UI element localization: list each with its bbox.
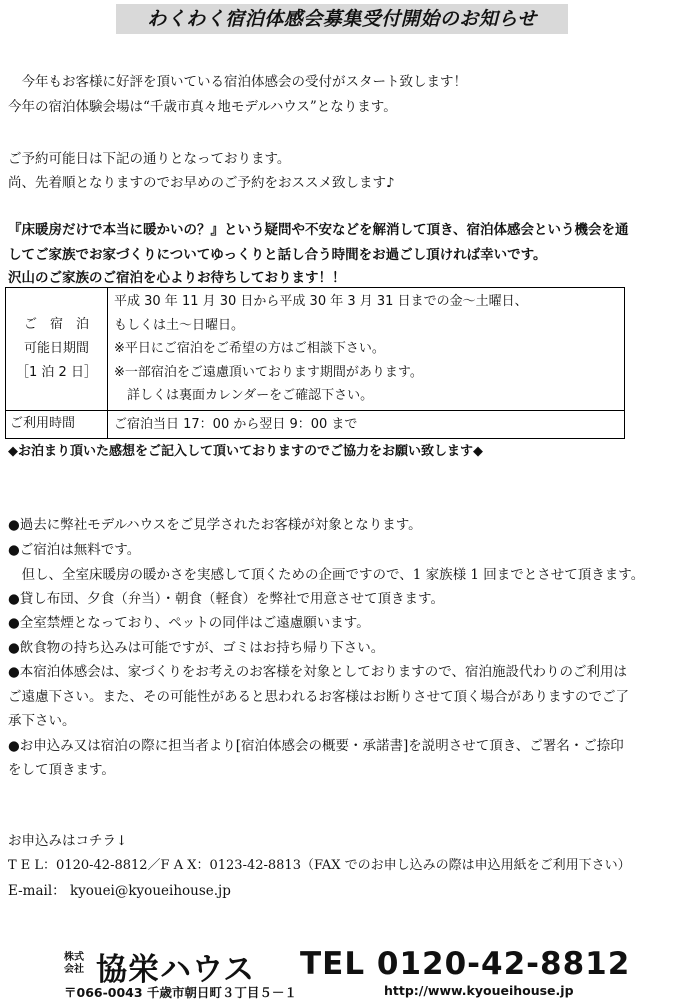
company-name: 協栄ハウス (96, 952, 256, 988)
condition-item: ●全室禁煙となっており、ペットの同伴はご遠慮願います。 (8, 615, 370, 631)
intro-line-5: 『床暖房だけで本当に暖かいの？』という疑問や不安などを解消して頂き、宿泊体感会という機会を通 (8, 222, 629, 238)
condition-item: ●本宿泊体感会は、家づくりをお考えのお客様を対象としておりますので、宿泊施設代わりのご利用は (8, 664, 628, 680)
corp-label-line: 会社 (64, 964, 84, 975)
condition-item: をして頂きます。 (8, 762, 115, 778)
intro-line-1: 今年もお客様に好評を頂いている宿泊体感会の受付がスタート致します！ (8, 74, 467, 90)
period-content-line: 平成 30 年 11 月 30 日から平成 30 年 3 月 31 日までの金～土曜日、 (114, 294, 528, 309)
condition-item: ●過去に弊社モデルハウスをご見学されたお客様が対象となります。 (8, 517, 422, 533)
contact-heading: お申込みはコチラ↓ (8, 833, 128, 849)
contact-tel-fax: T E L：0120-42-8812／F A X：0123-42-8813（FAX でのお申し込みの際は申込用紙をご利用下さい） (8, 858, 631, 873)
intro-line-6: してご家族でお家づくりについてゆっくりと話し合う時間をお過ごし頂ければ幸いです。 (8, 247, 547, 263)
period-label-line: ご 宿 泊 (23, 316, 89, 332)
corp-label-line: 株式 (64, 952, 84, 963)
reservation-table (5, 287, 625, 439)
condition-item: ●ご宿泊は無料です。 (8, 542, 141, 558)
intro-line-4: 尚、先着順となりますのでお早めのご予約をおススメ致します♪ (8, 175, 395, 191)
period-content-line: ※平日にご宿泊をご希望の方はご相談下さい。 (114, 341, 385, 356)
hours-label: ご利用時間 (6, 410, 108, 439)
period-content (108, 288, 625, 411)
condition-item: ご遠慮下さい。また、その可能性があると思われるお客様はお断りさせて頂く場合がありますのでご了 (8, 689, 629, 705)
contact-email: E-mail： kyouei@kyoueihouse.jp (8, 883, 231, 899)
period-label-line: 可能日期間 (23, 340, 89, 356)
period-content-line: ※一部宿泊をご遠慮頂いております期間があります。 (114, 364, 423, 380)
table-row-hours (6, 410, 625, 439)
period-label (6, 288, 108, 411)
corp-label (64, 952, 84, 976)
company-address: 〒066-0043 千歳市朝日町３丁目５－１ (64, 985, 297, 1000)
period-label-line: ［1 泊 2 日］ (16, 364, 97, 380)
period-content-line: もしくは土～日曜日。 (114, 317, 245, 333)
condition-item: ●貸し布団、夕食（弁当）・朝食（軽食）を弊社で用意させて頂きます。 (8, 591, 444, 607)
intro-line-3: ご予約可能日は下記の通りとなっております。 (8, 151, 291, 167)
period-content-line: 詳しくは裏面カレンダーをご確認下さい。 (114, 388, 374, 403)
condition-item: ●飲食物の持ち込みは可能ですが、ゴミはお持ち帰り下さい。 (8, 640, 385, 656)
condition-item: 但し、全室床暖房の暖かさを実感して頂くための企画ですので、1 家族様 1 回までとさせて頂きます。 (8, 567, 645, 583)
hours-content: ご宿泊当日 17：00 から翌日 9：00 まで (108, 410, 625, 439)
condition-item: ●お申込み又は宿泊の際に担当者より[宿泊体感会の概要・承諾書]を説明させて頂き、ご署名・ご捺印 (8, 738, 624, 754)
page-title: わくわく宿泊体感会募集受付開始のお知らせ (116, 4, 568, 34)
table-row-period (6, 288, 625, 411)
company-tel: TEL 0120-42-8812 (300, 946, 631, 982)
intro-line-2: 今年の宿泊体験会場は“千歳市真々地モデルハウス”となります。 (8, 99, 397, 115)
condition-item: 承下さい。 (8, 713, 76, 729)
feedback-note: ◆お泊まり頂いた感想をご記入して頂いておりますのでご協力をお願い致します◆ (8, 444, 483, 459)
company-url[interactable]: http://www.kyoueihouse.jp (384, 983, 574, 998)
intro-line-7: 沢山のご家族のご宿泊を心よりお待ちしております！！ (8, 270, 346, 286)
